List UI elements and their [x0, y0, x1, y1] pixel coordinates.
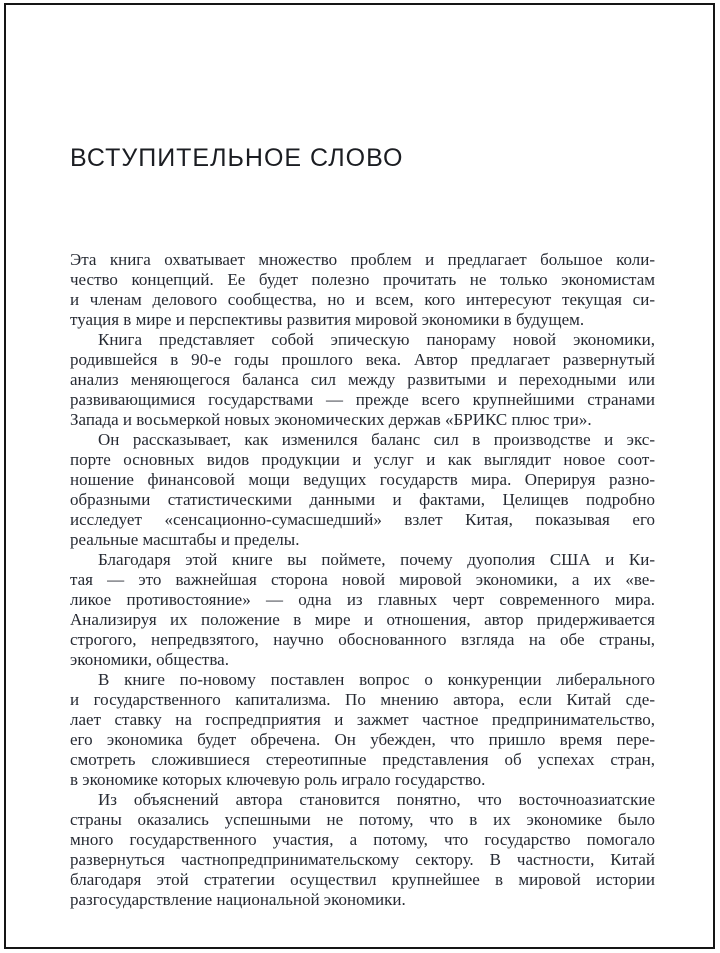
text-line: строгого, непредвзятого, научно обоснованного взгляда на обе страны, [70, 630, 655, 649]
text-line: образными статистическими данными и фактами, Целищев подробно [70, 490, 655, 509]
text-line: реальные масштабы и пределы. [70, 530, 300, 549]
text-line: порте основных видов продукции и услуг и как выглядит новое соот- [70, 450, 655, 469]
text-line: его экономика будет обречена. Он убежден, что пришло время пере- [70, 730, 655, 749]
paragraph [70, 790, 655, 910]
text-line: Он рассказывает, как изменился баланс сил в производстве и экс- [98, 430, 655, 449]
text-line: Благодаря этой книге вы поймете, почему дуополия США и Ки- [98, 550, 655, 569]
text-line: много государственного участия, а потому, что государство помогало [70, 830, 655, 849]
text-line: в экономике которых ключевую роль играло государство. [70, 770, 486, 789]
text-line: лает ставку на госпредприятия и зажмет частное предпринимательство, [70, 710, 655, 729]
text-line: развернуться частнопредпринимательскому сектору. В частности, Китай [70, 850, 655, 869]
text-line: анализ меняющегося баланса сил между развитыми и переходными или [70, 370, 655, 389]
text-line: Из объяснений автора становится понятно, что восточноазиатские [98, 790, 655, 809]
text-line: исследует «сенсационно-сумасшедший» взлет Китая, показывая его [70, 510, 655, 529]
text-line: туация в мире и перспективы развития мировой экономики в будущем. [70, 310, 585, 329]
text-line: благодаря этой стратегии осуществил крупнейшее в мировой истории [70, 870, 655, 889]
paragraph [70, 670, 655, 790]
text-line: В книге по-новому поставлен вопрос о конкуренции либерального [98, 670, 655, 689]
text-line: чество концепций. Ее будет полезно прочитать не только экономистам [70, 270, 655, 289]
text-line: смотреть сложившиеся стереотипные представления об успехах стран, [70, 750, 655, 769]
text-line: родившейся в 90-е годы прошлого века. Автор предлагает развернутый [70, 350, 655, 369]
text-line: Запада и восьмеркой новых экономических держав «БРИКС плюс три». [70, 410, 592, 429]
paragraph [70, 250, 655, 330]
text-line: страны оказались успешными не потому, что в их экономике было [70, 810, 655, 829]
paragraph [70, 330, 655, 430]
text-line: Анализируя их положение в мире и отношения, автор придерживается [70, 610, 655, 629]
body-text [70, 250, 655, 910]
text-line: и государственного капитализма. По мнению автора, если Китай сде- [70, 690, 655, 709]
text-line: тая — это важнейшая сторона новой мировой экономики, а их «ве- [70, 570, 655, 589]
text-line: и членам делового сообщества, но и всем, кого интересуют текущая си- [70, 290, 655, 309]
text-line: ношение финансовой мощи ведущих государств мира. Оперируя разно- [70, 470, 655, 489]
paragraph [70, 550, 655, 670]
text-line: разгосударствление национальной экономики. [70, 890, 406, 909]
page-title: ВСТУПИТЕЛЬНОЕ СЛОВО [70, 144, 404, 172]
paragraph [70, 430, 655, 550]
text-line: Эта книга охватывает множество проблем и предлагает большое коли- [70, 250, 655, 269]
text-line: ликое противостояние» — одна из главных черт современного мира. [70, 590, 655, 609]
text-line: Книга представляет собой эпическую панораму новой экономики, [98, 330, 655, 349]
text-line: развивающимися государствами — прежде всего крупнейшими странами [70, 390, 655, 409]
text-line: экономики, общества. [70, 650, 229, 669]
